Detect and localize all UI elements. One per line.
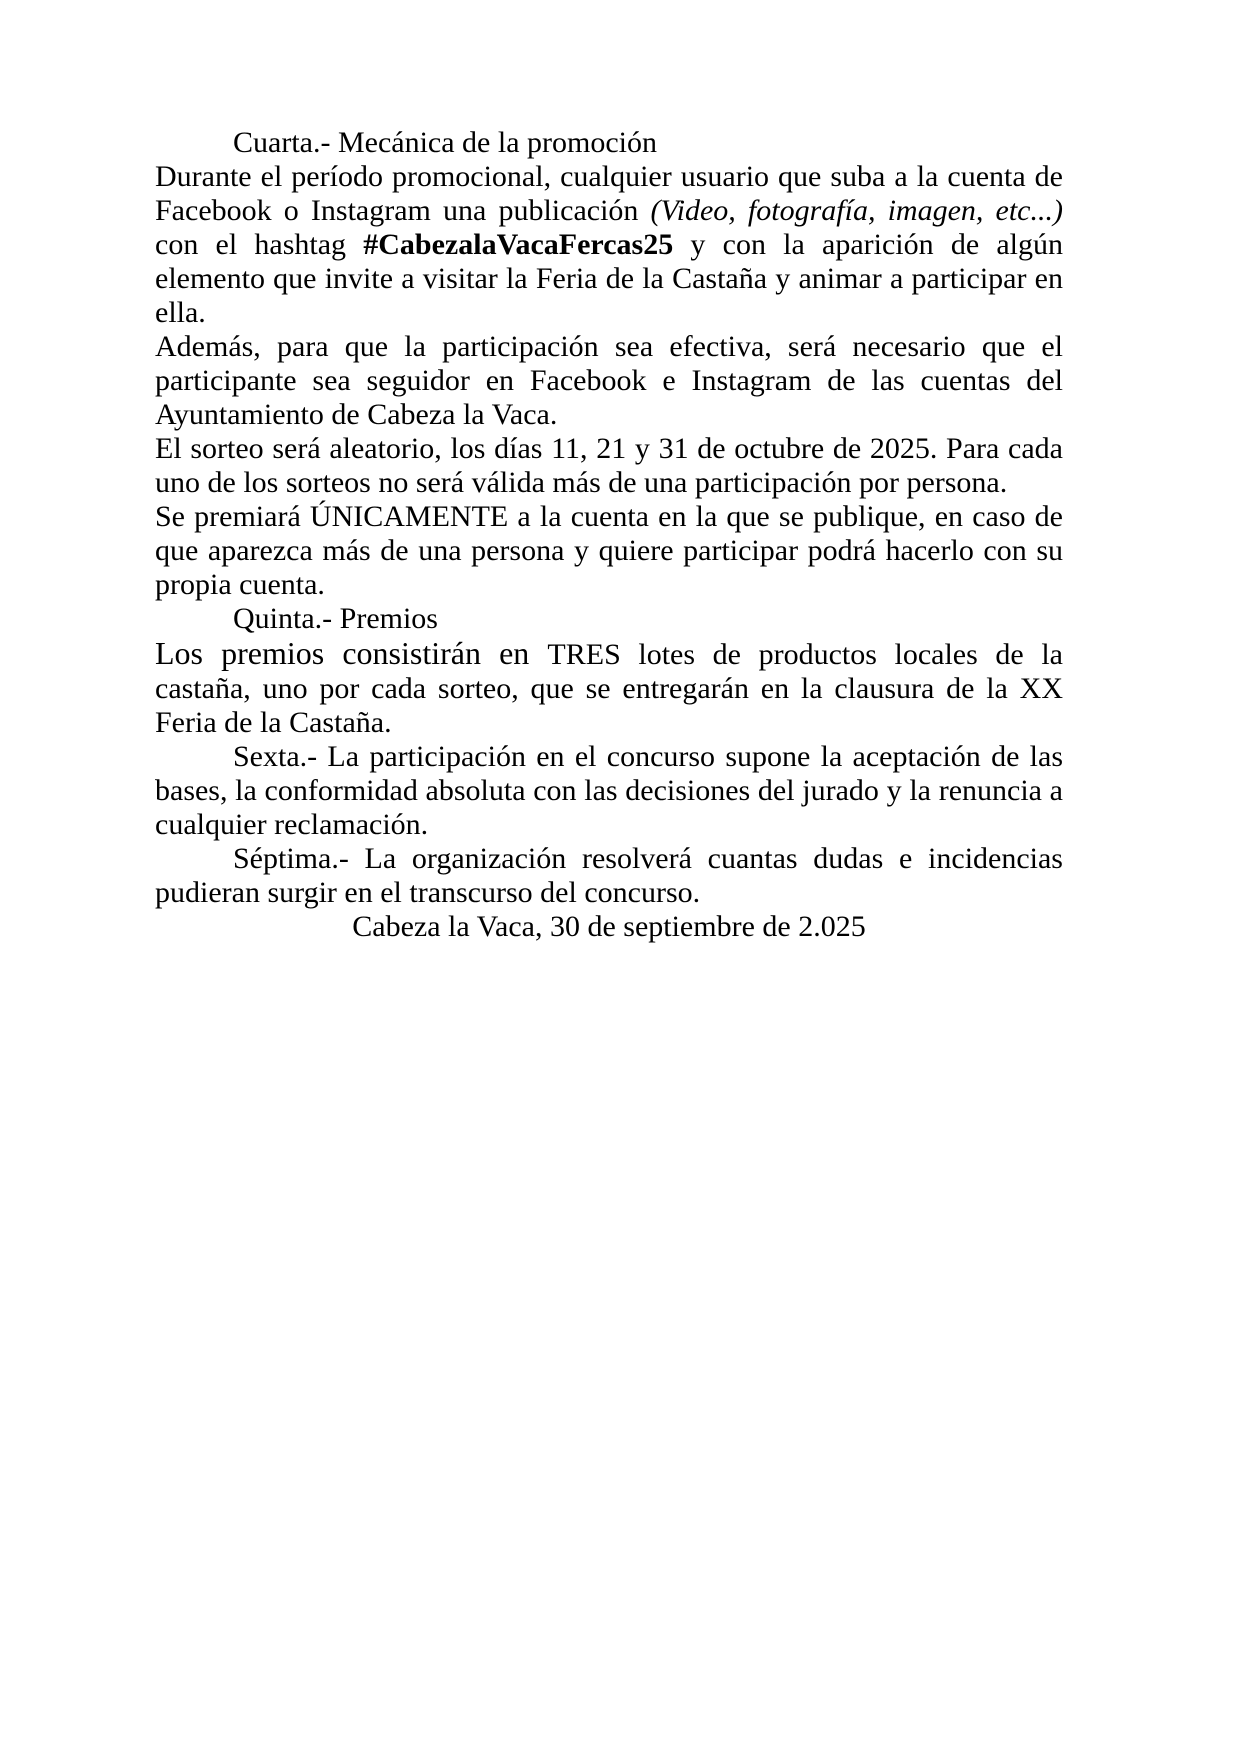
text-run: con el hashtag bbox=[155, 228, 364, 261]
text-run-larger: Los premios consistirán en bbox=[155, 635, 548, 671]
section-heading-quinta: Quinta.- Premios bbox=[233, 602, 438, 635]
paragraph-sexta: Sexta.- La participación en el concurso supone la aceptación de las bases, la conformidad absoluta con las decisiones del jurado y la renuncia a cualquier reclamación. bbox=[155, 740, 1063, 841]
hashtag-bold: #CabezalaVacaFercas25 bbox=[363, 228, 674, 261]
paragraph-ademas: Además, para que la participación sea efectiva, será necesario que el participante sea seguidor en Facebook e Instagram de las cuentas del Ayuntamiento de Cabeza la Vaca. bbox=[155, 330, 1063, 431]
paragraph-sorteo: El sorteo será aleatorio, los días 11, 21 y 31 de octubre de 2025. Para cada uno de los sorteos no será válida más de una participación por persona. bbox=[155, 432, 1063, 499]
text-run: TRES lotes de productos locales de la castaña, uno por cada sorteo, que se entregarán en la clausura de la XX Feria de la Castaña. bbox=[155, 638, 1063, 739]
paragraph-septima: Séptima.- La organización resolverá cuantas dudas e incidencias pudieran surgir en el transcurso del concurso. bbox=[155, 842, 1063, 909]
date-line: Cabeza la Vaca, 30 de septiembre de 2.025 bbox=[352, 910, 866, 943]
text-run: Durante el período promocional, cualquier usuario que suba a la cuenta de Facebook o Instagram una publicación bbox=[155, 160, 1063, 227]
section-heading-cuarta: Cuarta.- Mecánica de la promoción bbox=[233, 126, 657, 159]
paragraph-premiara: Se premiará ÚNICAMENTE a la cuenta en la que se publique, en caso de que aparezca más de una persona y quiere participar podrá hacerlo con su propia cuenta. bbox=[155, 500, 1063, 601]
paragraph-premios bbox=[155, 636, 1063, 740]
text-run-italic: (Video, fotografía, imagen, etc...) bbox=[650, 194, 1063, 227]
text-run: y con la aparición de algún elemento que invite a visitar la Feria de la Castaña y animar a participar en ella. bbox=[155, 228, 1064, 329]
paragraph-mecanica-promocion bbox=[155, 160, 1063, 330]
